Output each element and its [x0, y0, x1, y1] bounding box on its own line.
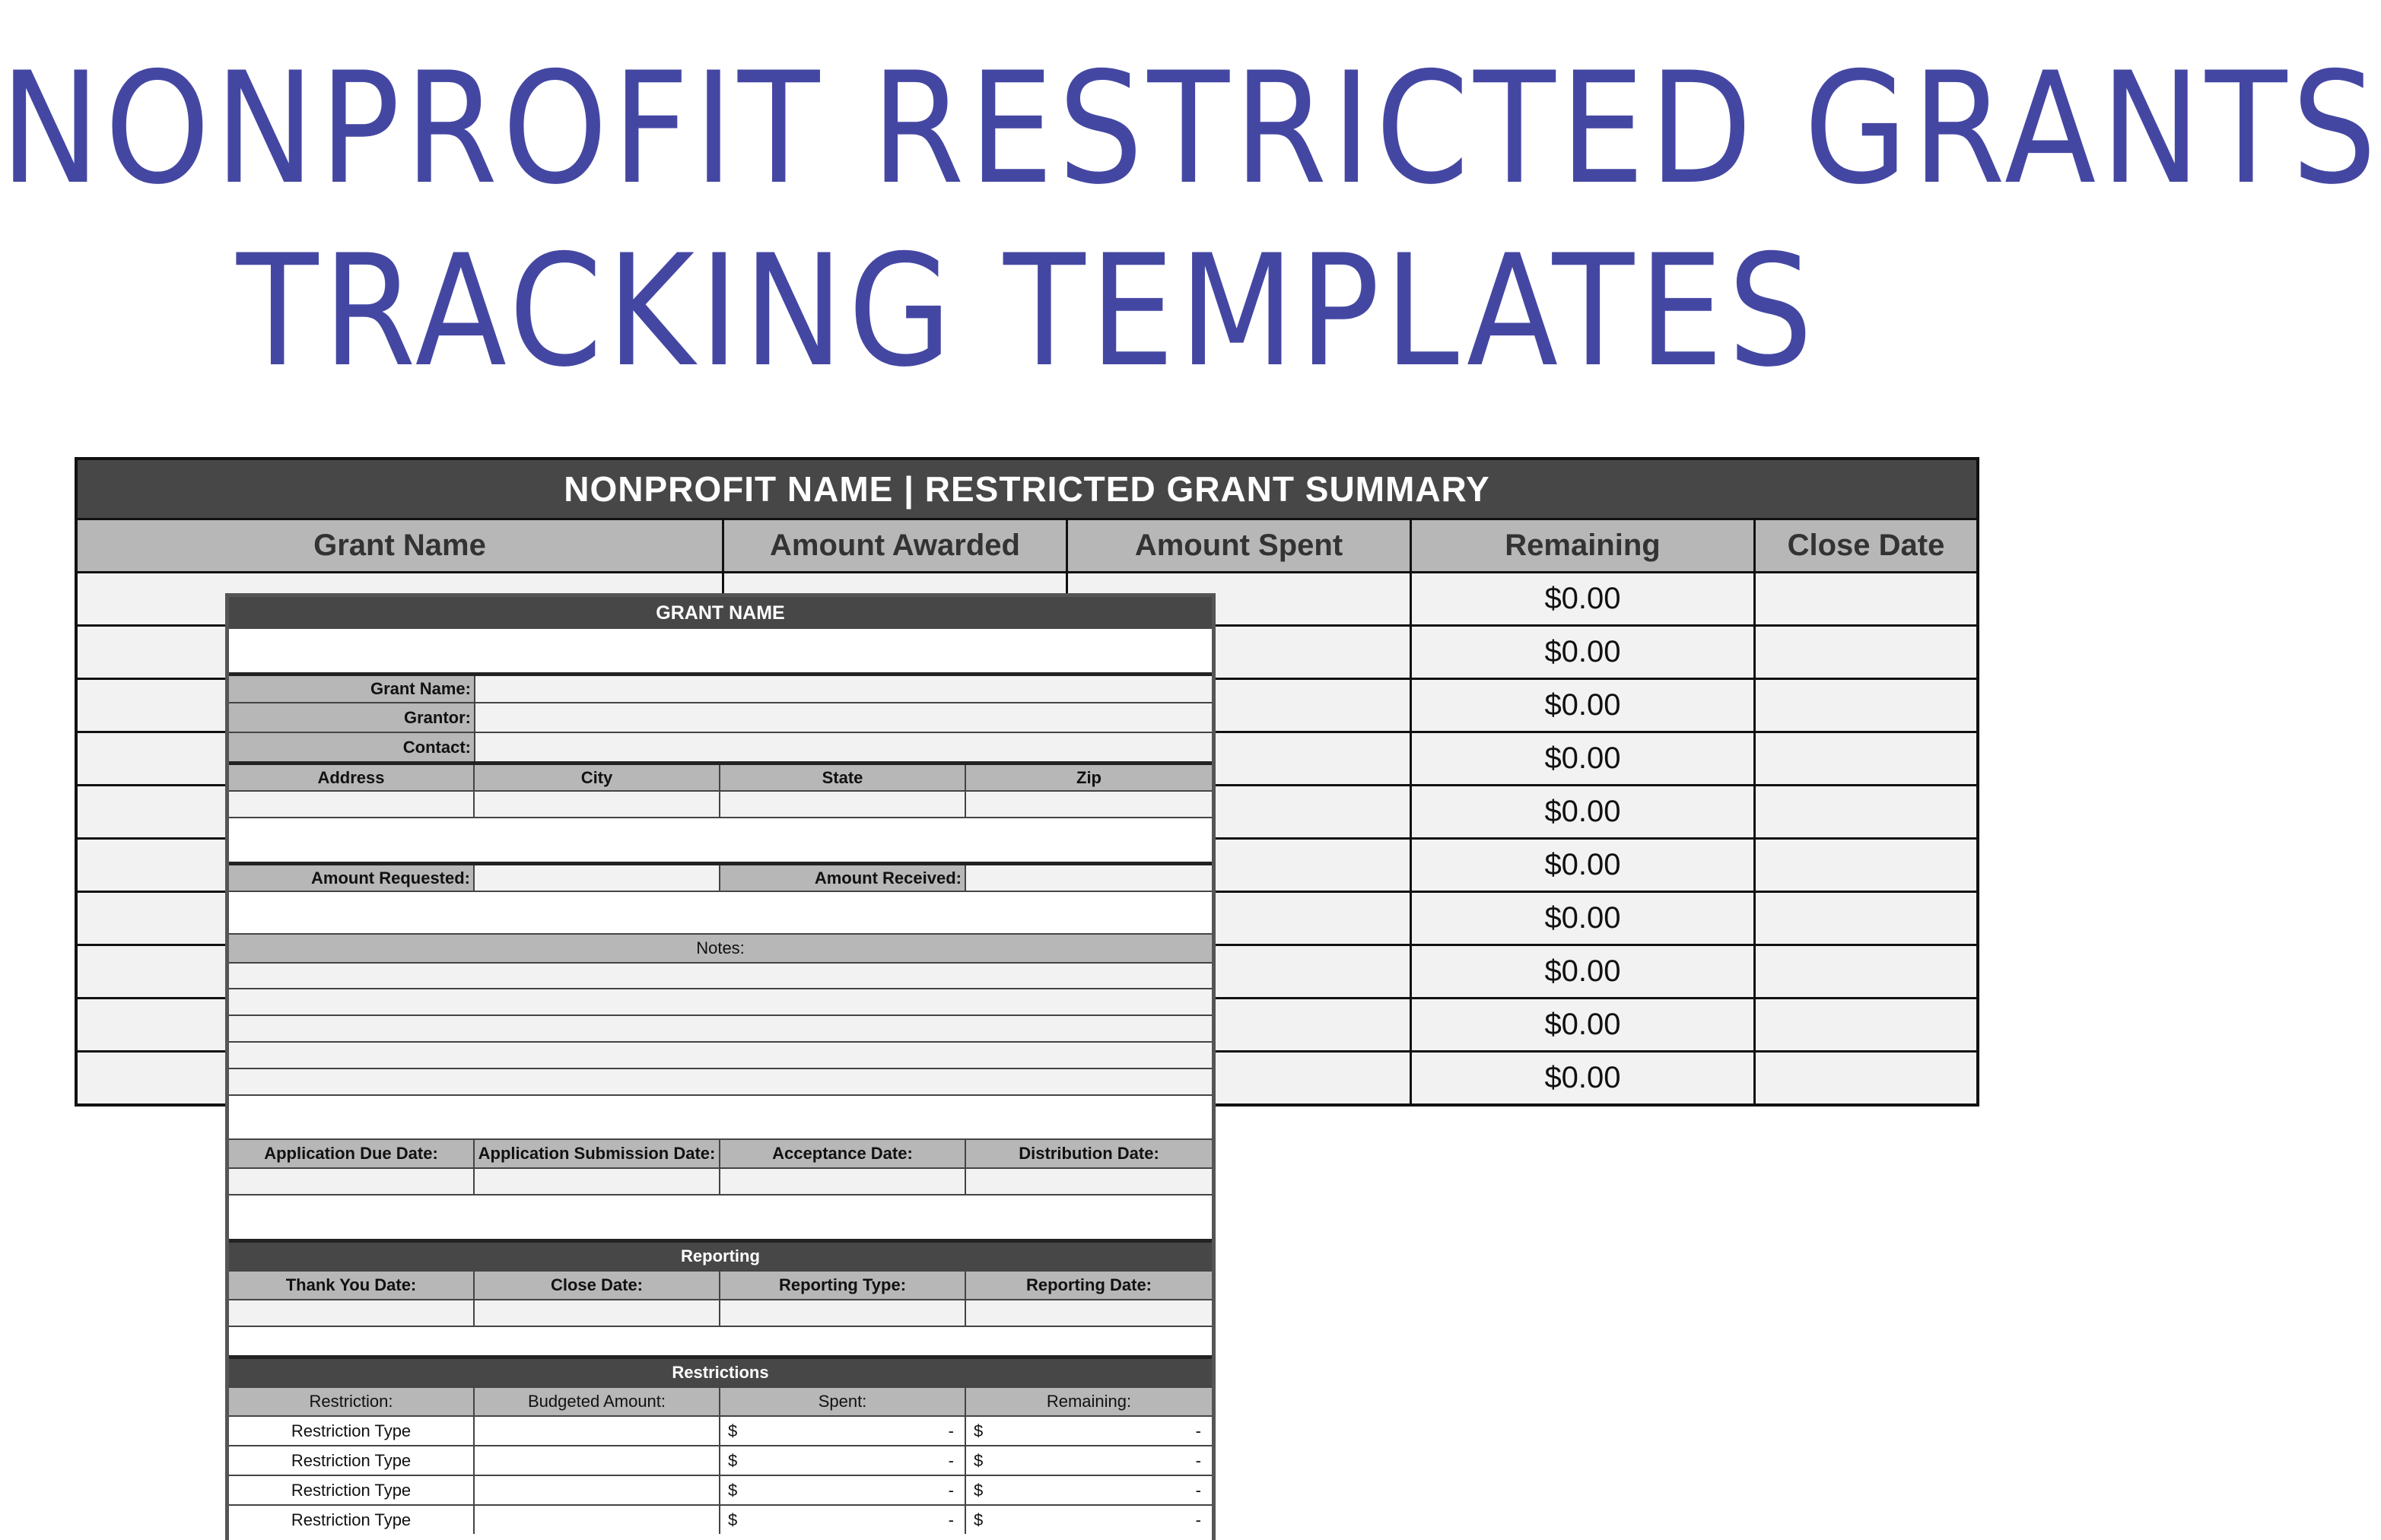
remaining-cell [966, 1417, 1212, 1445]
restriction-type-cell[interactable]: Restriction Type [229, 1476, 475, 1504]
close-date-field[interactable] [475, 1300, 720, 1326]
contact-row [229, 732, 1212, 761]
restrictions-header-row [229, 1386, 1212, 1415]
summary-header-row [78, 520, 1976, 573]
reporting-value-row [229, 1299, 1212, 1326]
col-remaining: Remaining [1412, 520, 1756, 571]
reporting-type-field[interactable] [720, 1300, 966, 1326]
reporting-date-label: Reporting Date: [966, 1272, 1212, 1299]
notes-line[interactable] [229, 962, 1212, 988]
restriction-label: Restriction: [229, 1388, 475, 1415]
remaining-currency: $ [974, 1480, 984, 1500]
notes-line[interactable] [229, 1014, 1212, 1041]
address-value-row [229, 790, 1212, 817]
remaining-cell [966, 1506, 1212, 1534]
cell-close-date[interactable] [1756, 627, 1976, 678]
col-close-date: Close Date [1787, 529, 1945, 562]
address-label: Address [229, 765, 475, 790]
cell-remaining: $0.00 [1412, 1053, 1756, 1103]
spent-currency: $ [728, 1480, 738, 1500]
application-due-date-field[interactable] [229, 1169, 475, 1194]
amount-requested-field[interactable] [475, 865, 720, 891]
budgeted-amount-cell[interactable] [475, 1506, 720, 1534]
reporting-type-label: Reporting Type: [720, 1272, 966, 1299]
spent-cell [720, 1506, 966, 1534]
cell-remaining: $0.00 [1412, 946, 1756, 997]
acceptance-date-field[interactable] [720, 1169, 966, 1194]
reporting-date-field[interactable] [966, 1300, 1212, 1326]
grant-name-row [229, 672, 1212, 702]
cell-close-date[interactable] [1756, 573, 1976, 624]
budgeted-amount-cell[interactable] [475, 1446, 720, 1475]
restriction-type-cell[interactable]: Restriction Type [229, 1417, 475, 1445]
amount-requested-label: Amount Requested: [229, 865, 475, 891]
close-date-label: Close Date: [475, 1272, 720, 1299]
spent-cell [720, 1476, 966, 1504]
grantor-field[interactable] [475, 703, 1212, 732]
city-field[interactable] [475, 792, 720, 817]
spent-value: - [948, 1480, 954, 1500]
cell-close-date[interactable] [1756, 840, 1976, 891]
application-submission-date-label: Application Submission Date: [475, 1140, 720, 1167]
budgeted-amount-cell[interactable] [475, 1476, 720, 1504]
remaining-cell [966, 1476, 1212, 1504]
remaining-label: Remaining: [966, 1388, 1212, 1415]
notes-line[interactable] [229, 1068, 1212, 1094]
remaining-value: - [1195, 1450, 1201, 1470]
cell-remaining: $0.00 [1412, 627, 1756, 678]
application-due-date-label: Application Due Date: [229, 1140, 475, 1167]
thank-you-date-field[interactable] [229, 1300, 475, 1326]
form-spacer [229, 629, 1212, 672]
amount-received-field[interactable] [966, 865, 1212, 891]
form-spacer [229, 1094, 1212, 1138]
reporting-header: Reporting [229, 1239, 1212, 1270]
cell-remaining: $0.00 [1412, 893, 1756, 944]
city-label: City [475, 765, 720, 790]
spent-value: - [948, 1421, 954, 1440]
cell-remaining: $0.00 [1412, 573, 1756, 624]
remaining-currency: $ [974, 1510, 984, 1529]
grantor-label: Grantor: [229, 703, 475, 732]
budgeted-amount-cell[interactable] [475, 1417, 720, 1445]
cell-close-date[interactable] [1756, 733, 1976, 784]
restriction-type-cell[interactable]: Restriction Type [229, 1506, 475, 1534]
restriction-row [229, 1504, 1212, 1534]
spent-value: - [948, 1450, 954, 1470]
amount-row [229, 862, 1212, 891]
cell-close-date[interactable] [1756, 946, 1976, 997]
cell-close-date[interactable] [1756, 893, 1976, 944]
remaining-cell [966, 1446, 1212, 1475]
dates-value-row [229, 1167, 1212, 1194]
restriction-row [229, 1445, 1212, 1475]
address-header-row [229, 761, 1212, 790]
budgeted-amount-label: Budgeted Amount: [475, 1388, 720, 1415]
application-submission-date-field[interactable] [475, 1169, 720, 1194]
form-spacer [229, 891, 1212, 933]
spent-cell [720, 1417, 966, 1445]
zip-field[interactable] [966, 792, 1212, 817]
notes-line[interactable] [229, 1041, 1212, 1068]
contact-label: Contact: [229, 733, 475, 761]
page-title-line-1: NONPROFIT RESTRICTED GRANTS [0, 39, 2381, 219]
cell-close-date[interactable] [1756, 1053, 1976, 1103]
grant-name-label: Grant Name: [229, 676, 475, 702]
form-spacer [229, 1194, 1212, 1239]
dates-header-row [229, 1138, 1212, 1167]
grant-detail-form [225, 593, 1216, 1540]
cell-remaining: $0.00 [1412, 786, 1756, 837]
grantor-row [229, 702, 1212, 732]
form-header: GRANT NAME [229, 597, 1212, 629]
spent-currency: $ [728, 1450, 738, 1470]
cell-close-date[interactable] [1756, 999, 1976, 1050]
form-spacer [229, 817, 1212, 862]
remaining-value: - [1195, 1510, 1201, 1529]
remaining-currency: $ [974, 1450, 984, 1470]
restriction-row [229, 1475, 1212, 1504]
col-amount-awarded: Amount Awarded [724, 520, 1068, 571]
page-title-line-2: TRACKING TEMPLATES [236, 221, 1818, 402]
remaining-value: - [1195, 1480, 1201, 1500]
restriction-type-cell[interactable]: Restriction Type [229, 1446, 475, 1475]
remaining-currency: $ [974, 1421, 984, 1440]
form-spacer [229, 1326, 1212, 1355]
restriction-row [229, 1415, 1212, 1445]
thank-you-date-label: Thank You Date: [229, 1272, 475, 1299]
cell-remaining: $0.00 [1412, 680, 1756, 731]
spent-label: Spent: [720, 1388, 966, 1415]
cell-close-date[interactable] [1756, 786, 1976, 837]
zip-label: Zip [966, 765, 1212, 790]
cell-close-date[interactable] [1756, 680, 1976, 731]
distribution-date-field[interactable] [966, 1169, 1212, 1194]
restrictions-header: Restrictions [229, 1355, 1212, 1386]
state-field[interactable] [720, 792, 966, 817]
summary-banner: NONPROFIT NAME | RESTRICTED GRANT SUMMARY [78, 460, 1976, 520]
remaining-value: - [1195, 1421, 1201, 1440]
grant-name-field[interactable] [475, 676, 1212, 702]
amount-received-label: Amount Received: [720, 865, 966, 891]
reporting-header-row [229, 1270, 1212, 1299]
spent-currency: $ [728, 1421, 738, 1440]
state-label: State [720, 765, 966, 790]
col-amount-spent: Amount Spent [1068, 520, 1412, 571]
col-grant-name: Grant Name [78, 520, 724, 571]
notes-label: Notes: [229, 935, 1212, 962]
cell-remaining: $0.00 [1412, 733, 1756, 784]
spent-cell [720, 1446, 966, 1475]
contact-field[interactable] [475, 733, 1212, 761]
distribution-date-label: Distribution Date: [966, 1140, 1212, 1167]
spent-currency: $ [728, 1510, 738, 1529]
cell-remaining: $0.00 [1412, 999, 1756, 1050]
notes-header-row [229, 933, 1212, 962]
address-field[interactable] [229, 792, 475, 817]
notes-line[interactable] [229, 988, 1212, 1014]
cell-remaining: $0.00 [1412, 840, 1756, 891]
acceptance-date-label: Acceptance Date: [720, 1140, 966, 1167]
spent-value: - [948, 1510, 954, 1529]
